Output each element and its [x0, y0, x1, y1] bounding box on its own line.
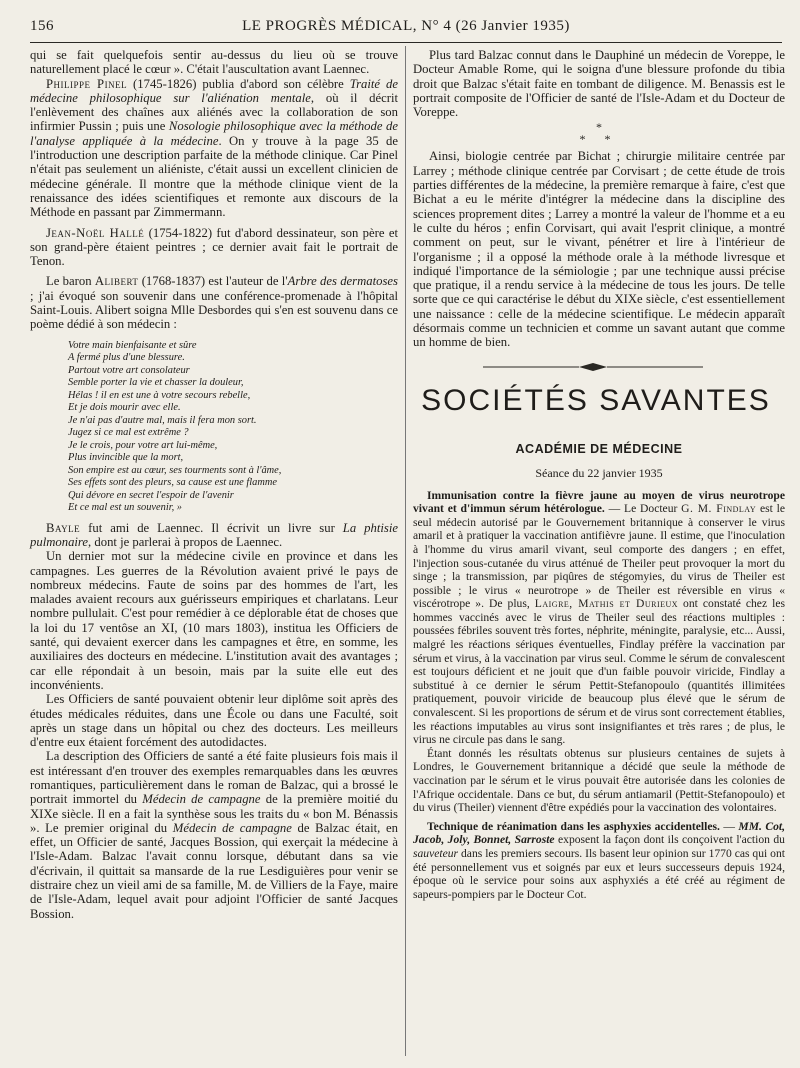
text-run: ont constaté chez les hommes vaccinés avec le virus de Theiler seul des réactions multiples : poussées fébriles souvent très fortes, néphrite, méningite, paralysie, etc... Aussi, malgré les réactions sériques éventuelles, Findlay préfère la vaccination par sérum et virus, à la vaccination par virus seul. Comme le sérum de convalescent est toujours déficient et ne jouit que d'un faible pouvoir viricide, Findlay a substitué à ce dernier le sérum Pettit-Stefanopoulo (quantités illimitées pratiquement, pouvoir viricide de beaucoup plus élevé que le sérum de convalescent. Si les proportions de sérum et de virus sont correctement établies, les réactions imputables au virus sont insignifiantes et très rares ; de plus, le virus ne circule pas dans le sang.	[413, 597, 785, 747]
book-title: Nosologie philosophique avec la méthode de l'analyse appliquée à la médecine	[30, 119, 398, 148]
paragraph: Ainsi, biologie centrée par Bichat ; chirurgie militaire centrée par Larrey ; méthode clinique centrée par Corvisart ; de cette étude de trois parties différentes de la médecine, la première remarque à faire, c'est que Bichat a eu le mérite d'intégrer la médecine dans la discipline des sciences proprement dites ; Larrey a montré la valeur de l'homme et a eu le culte du héros ; enfin Corvisart, qui avait l'esprit clinique, a montré comment on peut, sur le vivant, pénétrer et lire à l'intérieur de l'organisme ; il a opposé la méthode orale à la méthode livresque et indiqué l'importance de la sémiologie ; par une technique aussi précise que pratique, il a rendu service à la médecine de tous les jours. De telle sorte que ce qui caractérise le début du XIXe siècle, c'est essentiellement une naissance : celle de la médecine scientifique. Le médecin apparaît désormais comme un technicien et comme un savant autant que comme un homme de bien.	[413, 149, 785, 350]
poem-line: Partout votre art consolateur	[68, 364, 190, 376]
text-run: , où il décrit l'enlèvement des chaînes aux aliénés avec la collaboration de son infirmier Pussin ; puis une	[30, 90, 398, 134]
poem-line: Ses effets sont des pleurs, sa cause est une flamme	[68, 477, 277, 489]
book-title: Traité de médecine philosophique sur l'aliénation mentale	[30, 76, 399, 105]
star-bottom: * *	[579, 132, 619, 147]
poem-line: Jugez si ce mal est extrême ?	[68, 427, 189, 439]
header-rule	[30, 42, 782, 43]
text-run: La description des Officiers de santé a été faite plusieurs fois mais il est intéressant d'en trouver des exemples remarquables dans les œuvres romantiques, particulièrement dans le roman de Balzac, qui a brossé le portrait immortel du	[30, 749, 398, 807]
poem	[68, 340, 398, 515]
poem-line: Je le crois, pour votre art lui-même,	[68, 439, 218, 451]
text-run: (1745-1826) publia d'abord son célèbre	[127, 76, 350, 91]
text-run: , dont je parlerai à propos de Laennec.	[88, 534, 283, 549]
paragraph: Les Officiers de santé pouvaient obtenir leur diplôme soit après des études médicales réduites, dans une École ou dans une Faculté, soit après un stage dans un hôpital ou chez des docteurs. Les meilleurs d'entre eux étaient forcément des autodidactes.	[30, 692, 398, 750]
text-run: dans les premiers secours. Ils basent leur opinion sur 1770 cas qui ont été personnellement vus et soignés par eux et leurs successeurs depuis 1924, époque où le service pour soins aux asphyxiés a été créé au régiment de sapeurs-pompiers par le Docteur Cot.	[413, 846, 785, 901]
report-reanimation	[413, 820, 785, 902]
poem-line: Votre main bienfaisante et sûre	[68, 339, 197, 351]
author-name: Alibert	[94, 274, 139, 289]
paragraph: Plus tard Balzac connut dans le Dauphiné un médecin de Voreppe, le Docteur Amable Rome, qui le soigna d'une blessure profonde du tibia droit que Balzac s'était faite en tombant de diligence. M. Benassis est le portrait composite de l'Officier de santé de l'Isle-Adam et du Docteur de Voreppe.	[413, 48, 785, 120]
text-run: . On y trouve à la page 35 de l'introduction une description parfaite de la méthode clinique. Car Pinel n'était pas seulement un aliéniste, c'était aussi un excellent clinicien de médecine générale. Il montre que la méthode clinique vient de la renaissance des idées scientifiques et remonte aux discours de la Méthode en passant par Zimmermann.	[30, 133, 398, 220]
paragraph-halle	[30, 226, 398, 269]
author-names: MM. Cot, Jacob, Joly, Bonnet, Sarroste	[413, 819, 785, 847]
text-run: est le seul médecin autorisé par le Gouvernement britannique à conserver le virus amaril et à pratiquer la vaccination antifièvre jaune. Il estime, que l'inoculation à l'homme du virus amaril vivant, seul comporte des dangers ; en effet, l'injection sous-cutanée du virus atténué de Theiler peut provoquer la mort du singe ; la transmission, par piqûres de stégomyies, du virus de Theiler est possible ; le virus « neurotrope » de Theiler est réversible en virus « viscérotrope ». De plus,	[413, 502, 785, 611]
author-name: Bayle	[46, 520, 81, 535]
book-title: La phtisie pulmonaire	[30, 520, 398, 549]
journal-title: LE PROGRÈS MÉDICAL, N° 4 (26 Janvier 1935)	[242, 18, 570, 34]
text-run: (1754-1822) fut d'abord dessinateur, son père et son grand-père étaient peintres ; ce dernier avait fait le portrait de Tenon.	[30, 225, 398, 269]
ornament-divider	[413, 362, 785, 372]
text-run: Le baron	[46, 274, 95, 289]
page-number: 156	[30, 18, 54, 34]
poem-line: Plus invincible que la mort,	[68, 452, 184, 464]
academy-heading: ACADÉMIE DE MÉDECINE	[515, 441, 683, 456]
paragraph: Étant donnés les résultats obtenus sur plusieurs centaines de sujets à Londres, le Gouvernement britannique a décidé que seule la méthode de vaccination par le sérum et le virus pouvait être autorisée dans les colonies de l'Afrique occidentale. Dans ce but, du sérum antiamaril (Pettit-Stefanopoulo) et du virus (Theiler) viennent d'être expédiés pour la vaccination des volontaires.	[413, 746, 785, 815]
report-title: Technique de réanimation dans les asphyxies accidentelles.	[427, 819, 720, 833]
paragraph: Un dernier mot sur la médecine civile en province et dans les campagnes. Les guerres de la Révolution avaient privé le pays de nombreux médecins. Faute de soins par des hommes de l'art, les malades avaient recours aux guérisseurs empiriques et charlatans. Leur nombre pullulait. C'est pour remédier à ce déplorable état de choses que la loi du 17 ventôse an XI, (10 mars 1803), institua les Officiers de santé, qui devaient exercer dans les campagnes et être, en somme, les auxiliaires des docteurs en médecine. L'institution avait des avantages ; car elle répondait à un besoin, mais par la suite elle eut des inconvénients.	[30, 549, 398, 692]
report-title: Immunisation contre la fièvre jaune au moyen de virus neurotrope vivant et d'immun sérum hétérologue.	[413, 488, 785, 516]
author-name: Laigre, Mathis et Durieux	[534, 597, 679, 611]
author-name: Jean-Noël Hallé	[46, 225, 145, 240]
text-run: exposent la façon dont ils conçoivent l'action du	[554, 833, 785, 847]
star-top: *	[596, 120, 602, 135]
report-findlay	[413, 489, 785, 747]
poem-line: Je n'ai pas d'autre mal, mais il fera mon sort.	[68, 414, 257, 426]
column-divider	[405, 46, 406, 1056]
paragraph-bayle	[30, 521, 398, 550]
academy-report	[413, 489, 785, 902]
book-title: Arbre des dermatoses	[287, 274, 398, 289]
poem-line: A fermé plus d'une blessure.	[68, 352, 185, 364]
paragraph-alibert	[30, 274, 398, 331]
poem-line: Son empire est au cœur, ses tourments sont à l'âme,	[68, 464, 282, 476]
paragraph-balzac	[30, 749, 398, 921]
text-run: — Le Docteur	[604, 502, 682, 516]
section-title: SOCIÉTÉS SAVANTES	[421, 383, 771, 417]
ornament-icon	[483, 362, 703, 372]
poem-line: Et ce mal est un souvenir, »	[68, 502, 182, 514]
poem-line: Hélas ! il en est une à votre secours rebelle,	[68, 389, 251, 401]
session-date: Séance du 22 janvier 1935	[535, 466, 663, 481]
book-title: Médecin de campagne	[142, 792, 261, 807]
text-run: (1768-1837) est l'auteur de l'	[138, 274, 288, 289]
text-run: de la première moitié du XIXe siècle. Il en a fait la synthèse sous les traits du « bon M. Bénassis ». Le premier original du	[30, 792, 398, 835]
paragraph: qui se fait quelquefois sentir au-dessus du lieu où se trouve naturellement placé le cœur ». C'était l'auscultation avant Laennec.	[30, 48, 398, 77]
emphasis: sauveteur	[413, 846, 459, 860]
right-column	[413, 48, 785, 901]
paragraph-pinel	[30, 77, 398, 220]
poem-line: Et je dois mourir avec elle.	[68, 402, 181, 414]
text-run: fut ami de Laennec. Il écrivit un livre sur	[80, 520, 343, 535]
text-run: de Balzac était, en effet, un Officier de santé, Jacques Bossion, qui exerçait la médecine à l'Isle-Adam. Balzac l'avait connu lorsque, débutant dans sa vie d'écrivain, il quittait sa mansarde de la rue Lesdiguières pour venir se distraire chez un vieil ami de sa famille, M. de Villiers de la Faye, maire de l'Isle-Adam, lequel avait pour adjoint l'Officier de santé Jacques Bossion.	[30, 820, 398, 921]
author-name: G. M. Findlay	[681, 502, 757, 516]
text-run: ; j'ai évoqué son souvenir dans une conférence-promenade à l'hôpital Saint-Louis. Alibert soigna Mlle Desbordes qui s'en est souvenu dans ce poème dédié à son médecin :	[30, 288, 398, 332]
book-title: Médecin de campagne	[172, 820, 292, 835]
text-run: —	[719, 819, 739, 833]
section-stars	[413, 121, 785, 145]
author-name: Philippe Pinel	[46, 76, 128, 91]
poem-line: Semble porter la vie et chasser la douleur,	[68, 377, 244, 389]
poem-line: Qui dévore en secret l'espoir de l'avenir	[68, 489, 234, 501]
left-column	[30, 48, 398, 921]
running-header	[30, 18, 782, 40]
